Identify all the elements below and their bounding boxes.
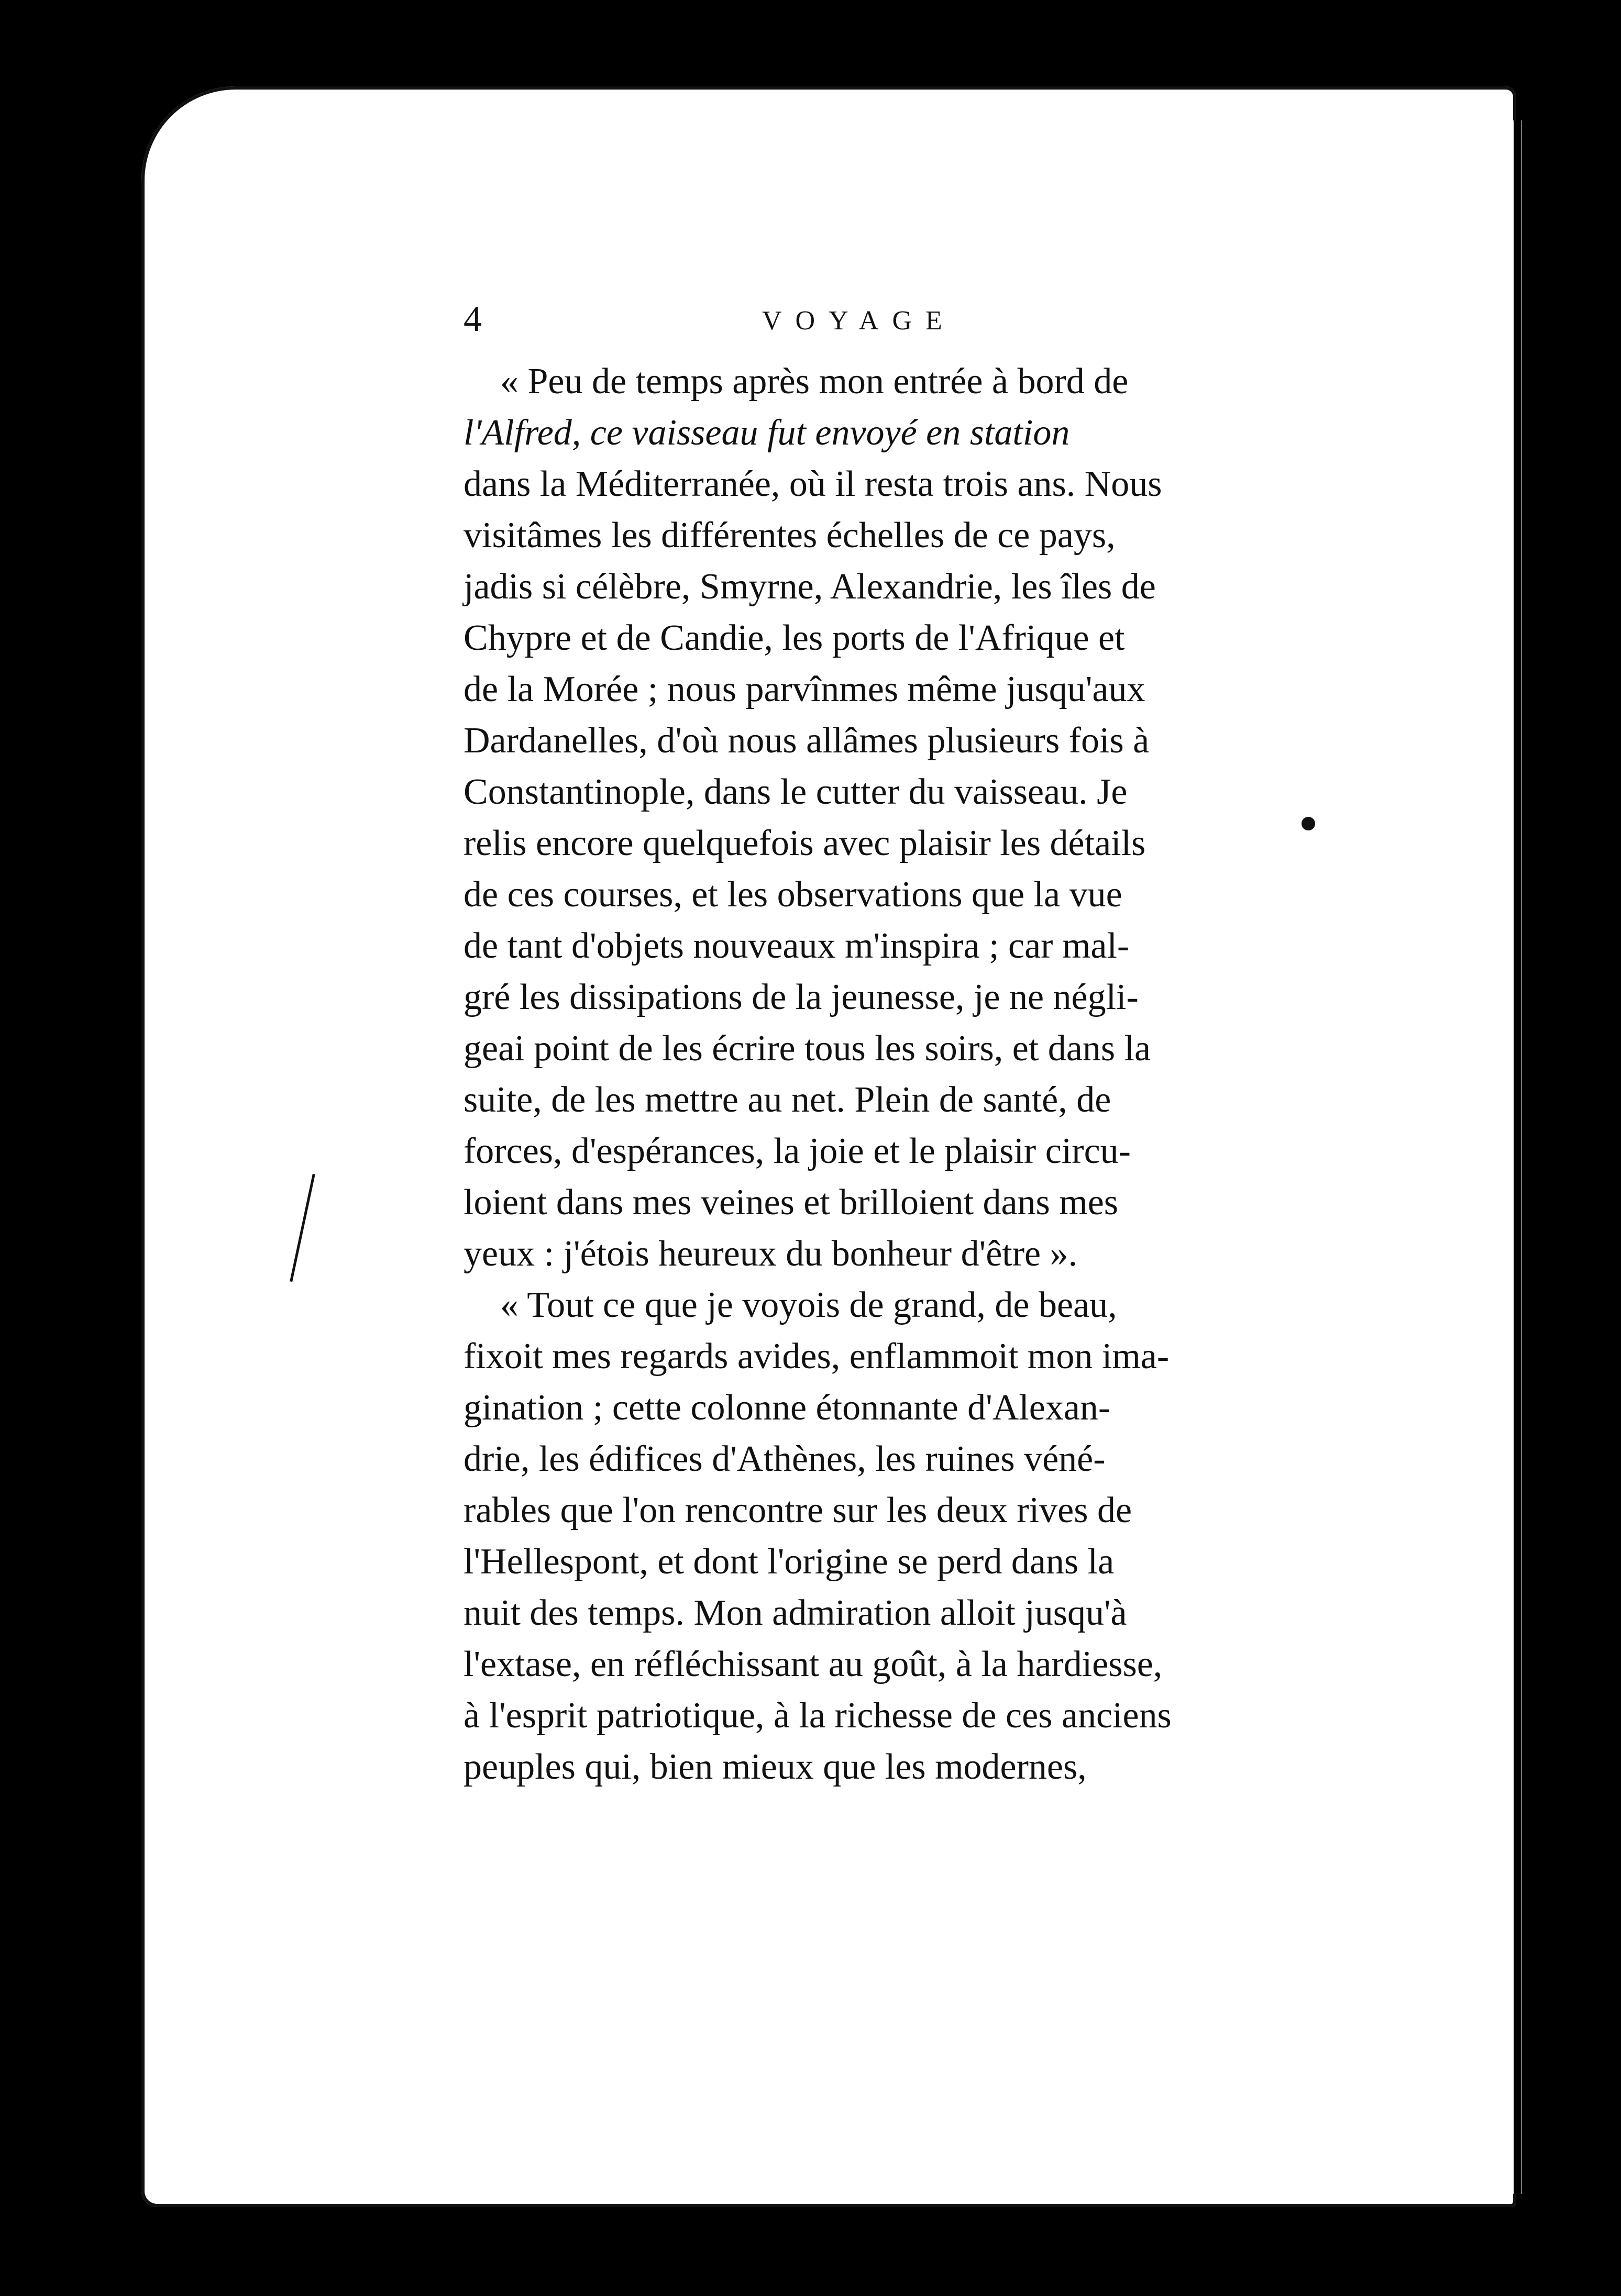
- page-edge-line: [1514, 120, 1521, 2194]
- paragraph-1-line-1: « Peu de temps après mon entrée à bord de: [500, 361, 1129, 402]
- paragraph-2-line-8: l'extase, en réfléchissant au goût, à la hardiesse,: [464, 1644, 1163, 1684]
- paragraph-2-line-7: nuit des temps. Mon admiration alloit jusqu'à: [464, 1593, 1127, 1633]
- paragraph-1-line-3: dans la Méditerranée, où il resta trois ans. Nous: [464, 464, 1162, 504]
- paragraph-1-line-13: gré les dissipations de la jeunesse, je ne négli-: [464, 977, 1139, 1017]
- paragraph-2: [464, 1280, 1291, 1793]
- paragraph-2-line-2: fixoit mes regards avides, enflammoit mon ima-: [464, 1336, 1170, 1377]
- paragraph-2-line-4: drie, les édifices d'Athènes, les ruines véné-: [464, 1439, 1106, 1479]
- paragraph-1-line-5: jadis si célèbre, Smyrne, Alexandrie, les îles de: [464, 567, 1156, 607]
- running-title: VOYAGE: [762, 306, 956, 336]
- paragraph-1-line-6: Chypre et de Candie, les ports de l'Afrique et: [464, 618, 1125, 658]
- paragraph-1-line-12: de tant d'objets nouveaux m'inspira ; car mal-: [464, 926, 1130, 966]
- paragraph-1-line-18: yeux : j'étois heureux du bonheur d'être ».: [464, 1234, 1078, 1274]
- paragraph-1-line-7: de la Morée ; nous parvînmes même jusqu'aux: [464, 669, 1145, 709]
- paragraph-1-line-16: forces, d'espérances, la joie et le plaisir circu-: [464, 1131, 1131, 1171]
- paragraph-1: [464, 356, 1291, 1280]
- paragraph-2-line-1: « Tout ce que je voyois de grand, de beau,: [500, 1285, 1117, 1325]
- paragraph-1-line-4: visitâmes les différentes échelles de ce pays,: [464, 515, 1116, 556]
- page-body: [464, 356, 1291, 1793]
- paragraph-1-line-10: relis encore quelquefois avec plaisir les détails: [464, 823, 1146, 863]
- paragraph-1-line-2: l'Alfred, ce vaisseau fut envoyé en station: [464, 413, 1070, 453]
- paragraph-1-line-8: Dardanelles, d'où nous allâmes plusieurs fois à: [464, 720, 1150, 761]
- paragraph-2-line-6: l'Hellespont, et dont l'origine se perd dans la: [464, 1541, 1115, 1582]
- paragraph-1-line-15: suite, de les mettre au net. Plein de santé, de: [464, 1080, 1111, 1120]
- paragraph-1-line-14: geai point de les écrire tous les soirs, et dans la: [464, 1028, 1151, 1069]
- paragraph-1-line-17: loient dans mes veines et brilloient dans mes: [464, 1182, 1119, 1223]
- page-number: 4: [464, 299, 482, 339]
- paragraph-1-line-11: de ces courses, et les observations que la vue: [464, 874, 1122, 915]
- paragraph-2-line-10: peuples qui, bien mieux que les modernes,: [464, 1747, 1087, 1787]
- paragraph-2-line-3: gination ; cette colonne étonnante d'Alexan-: [464, 1388, 1111, 1428]
- paragraph-2-line-5: rables que l'on rencontre sur les deux rives de: [464, 1490, 1132, 1530]
- paragraph-2-line-9: à l'esprit patriotique, à la richesse de ces anciens: [464, 1695, 1172, 1736]
- paragraph-1-line-9: Constantinople, dans le cutter du vaisseau. Je: [464, 772, 1128, 812]
- scan-speck-mark: [1302, 817, 1315, 830]
- page-header: [464, 301, 1307, 348]
